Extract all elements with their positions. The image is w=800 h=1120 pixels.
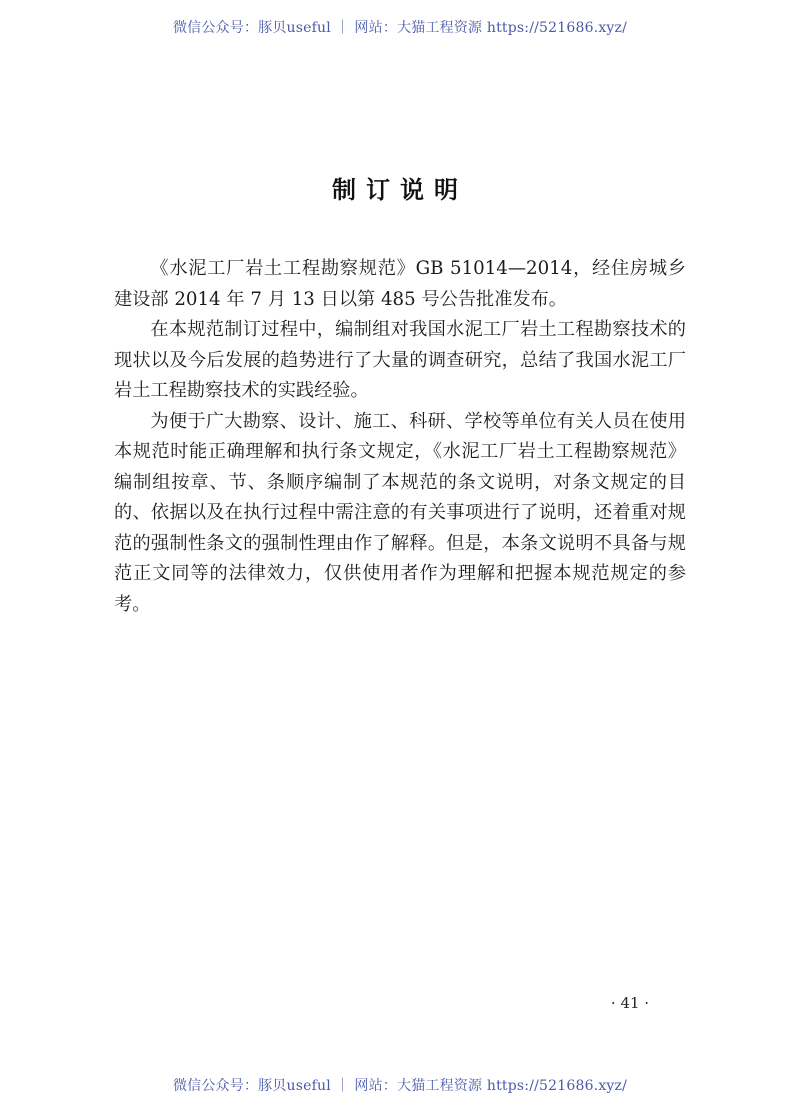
document-body [114, 254, 686, 620]
watermark-bottom: 微信公众号：豚贝useful ｜ 网站：大猫工程资源 https://521686.xyz/ [172, 1078, 628, 1094]
paragraph-2: 在本规范制订过程中，编制组对我国水泥工厂岩土工程勘察技术的现状以及今后发展的趋势进行了大量的调查研究，总结了我国水泥工厂岩土工程勘察技术的实践经验。 [114, 319, 686, 401]
watermark-top: 微信公众号：豚贝useful ｜ 网站：大猫工程资源 https://521686.xyz/ [172, 20, 628, 36]
paragraph-1: 《水泥工厂岩土工程勘察规范》GB 51014—2014，经住房城乡建设部 2014 年 7 月 13 日以第 485 号公告批准发布。 [114, 258, 686, 310]
paragraph-3: 为便于广大勘察、设计、施工、科研、学校等单位有关人员在使用本规范时能正确理解和执行条文规定，《水泥工厂岩土工程勘察规范》编制组按章、节、条顺序编制了本规范的条文说明，对条文规定的目的、依据以及在执行过程中需注意的有关事项进行了说明，还着重对规范的强制性条文的强制性理由作了解释。但是，本条文说明不具备与规范正文同等的法律效力，仅供使用者作为理解和把握本规范规定的参考。 [114, 410, 686, 615]
page-title: 制订说明 [332, 176, 468, 204]
page-number: · 41 · [610, 994, 650, 1012]
